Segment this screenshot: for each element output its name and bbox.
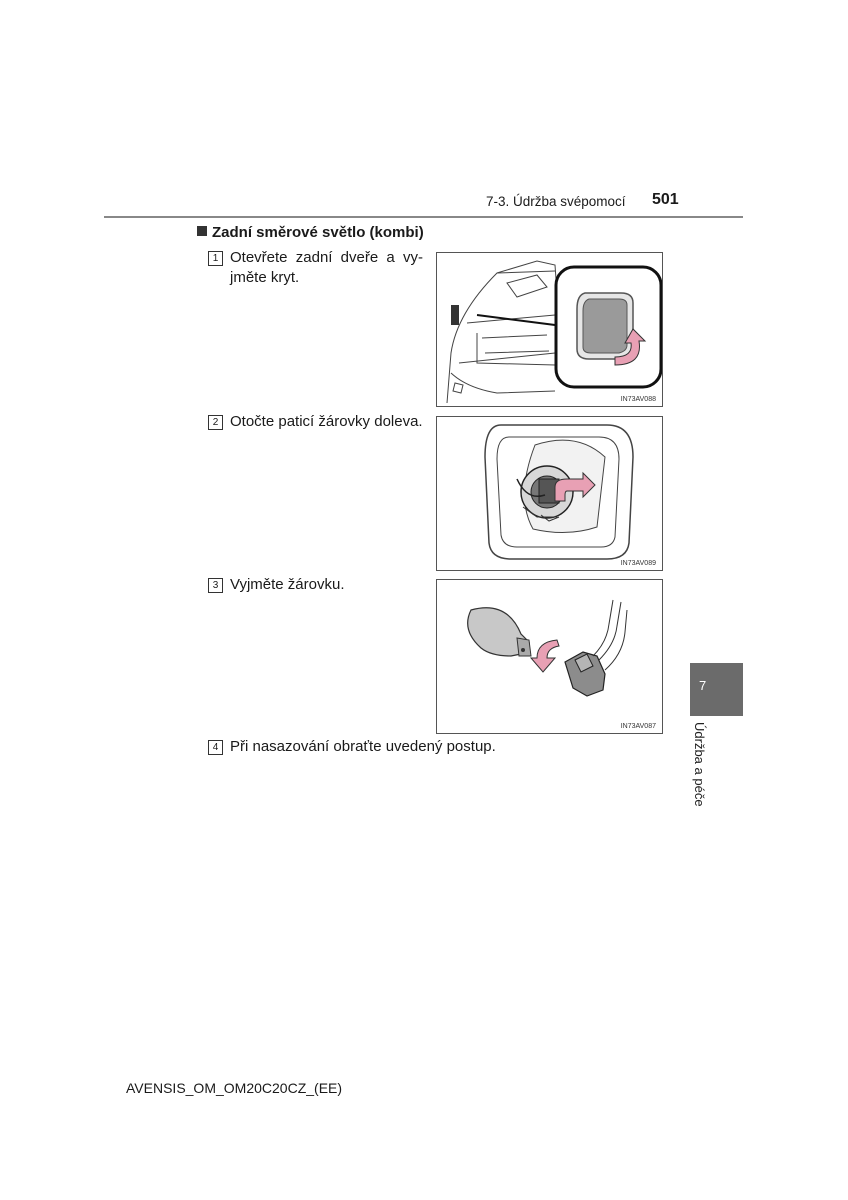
step-2-text: Otočte paticí žárovky doleva. bbox=[230, 413, 423, 430]
socket-rotate-illustration bbox=[437, 417, 663, 571]
step-1-line-2: jměte kryt. bbox=[230, 269, 300, 286]
figure-code-088: IN73AV088 bbox=[620, 396, 656, 403]
step-1-line-1: Otevřete zadní dveře a vy- bbox=[230, 249, 423, 266]
chapter-side-label bbox=[692, 722, 712, 842]
step-number-1: 1 bbox=[208, 251, 223, 266]
chapter-tab bbox=[690, 663, 743, 716]
step-number-3: 3 bbox=[208, 578, 223, 593]
header-rule bbox=[104, 216, 743, 218]
footer-doc-code: AVENSIS_OM_OM20C20CZ_(EE) bbox=[126, 1080, 343, 1096]
figure-open-tailgate bbox=[436, 252, 663, 407]
figure-remove-bulb bbox=[436, 579, 663, 734]
tailgate-illustration bbox=[437, 253, 663, 407]
step-3-text: Vyjměte žárovku. bbox=[230, 576, 345, 593]
figure-rotate-socket bbox=[436, 416, 663, 571]
figure-code-087: IN73AV087 bbox=[620, 723, 656, 730]
page-number: 501 bbox=[652, 191, 679, 208]
running-header-section: 7-3. Údržba svépomocí bbox=[486, 194, 626, 209]
chapter-number: 7 bbox=[699, 678, 707, 693]
step-1-text bbox=[230, 248, 423, 288]
step-4-text: Při nasazování obraťte uvedený postup. bbox=[230, 738, 496, 755]
section-title-text: Zadní směrové světlo (kombi) bbox=[212, 224, 424, 241]
step-number-4: 4 bbox=[208, 740, 223, 755]
figure-code-089: IN73AV089 bbox=[620, 560, 656, 567]
step-number-2: 2 bbox=[208, 415, 223, 430]
bulb-removal-illustration bbox=[437, 580, 663, 734]
square-bullet-icon bbox=[197, 226, 207, 236]
chapter-label-text: Údržba a péče bbox=[692, 722, 707, 807]
section-title bbox=[197, 224, 424, 241]
